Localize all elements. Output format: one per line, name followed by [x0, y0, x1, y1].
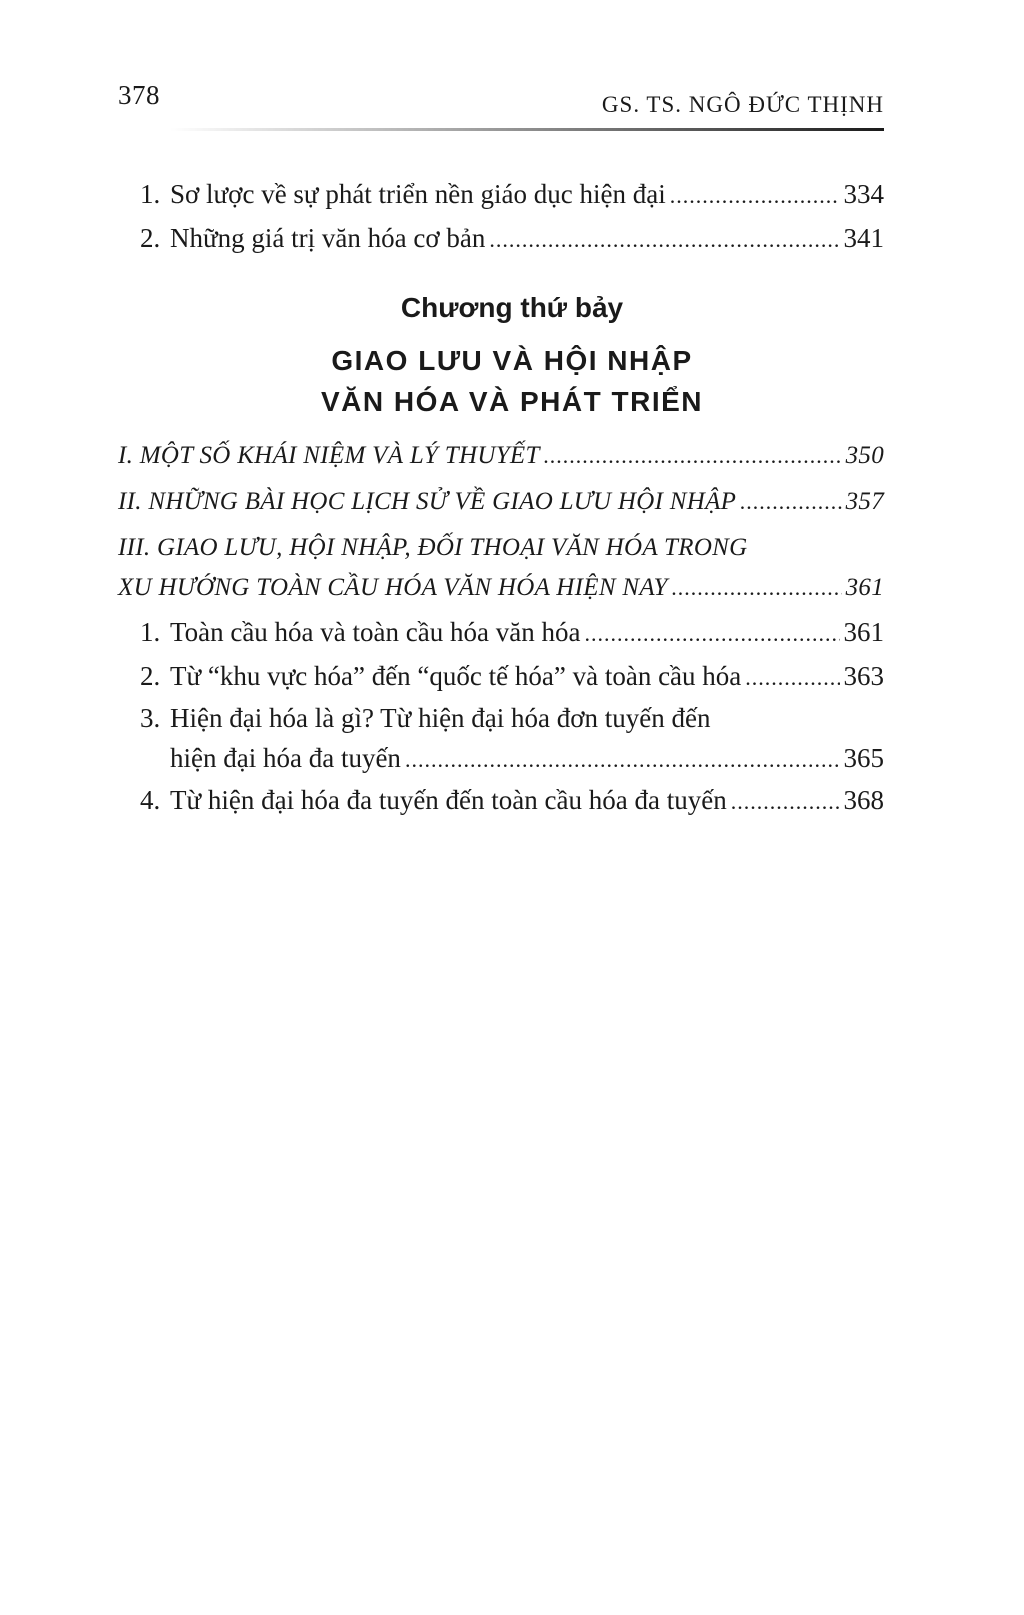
toc-entry-line-1 — [140, 700, 884, 736]
page-number: 378 — [118, 80, 160, 110]
toc-entry-number: 1. — [140, 617, 161, 647]
toc-entry-label: Toàn cầu hóa và toàn cầu hóa văn hóa — [170, 617, 581, 647]
toc-entry-page: 368 — [843, 785, 884, 815]
chapter-label: Chương thứ bảy — [400, 292, 624, 323]
toc-entry-label: Những giá trị văn hóa cơ bản — [170, 223, 486, 253]
toc-entry — [140, 176, 884, 214]
toc-section-page: 357 — [845, 488, 884, 515]
toc-entry — [140, 220, 884, 258]
toc-entry-page: 363 — [843, 661, 884, 691]
dot-leader — [672, 570, 842, 606]
dot-leader — [489, 222, 839, 258]
chapter-title-line-2: VĂN HÓA VÀ PHÁT TRIỂN — [320, 386, 704, 417]
toc-entry-label: Từ “khu vực hóa” đến “quốc tế hóa” và toàn cầu hóa — [170, 661, 742, 691]
toc-entry-number: 1. — [140, 179, 161, 209]
dot-leader — [740, 484, 841, 520]
toc-entry-label: Từ hiện đại hóa đa tuyến đến toàn cầu hóa đa tuyến — [170, 785, 727, 815]
toc-entry-page: 334 — [843, 179, 884, 209]
toc-section-label: II. NHỮNG BÀI HỌC LỊCH SỬ VỀ GIAO LƯU HỘI NHẬP — [118, 488, 737, 515]
toc-entry-line-2 — [170, 740, 884, 778]
toc-section — [118, 438, 884, 474]
toc-section-label: XU HƯỚNG TOÀN CẦU HÓA VĂN HÓA HIỆN NAY — [118, 574, 668, 601]
toc-entry-page: 361 — [843, 617, 884, 647]
toc-entry-page: 365 — [843, 743, 884, 773]
toc-section — [118, 484, 884, 520]
toc-entry-number: 2. — [140, 661, 161, 691]
toc-section-label: III. GIAO LƯU, HỘI NHẬP, ĐỐI THOẠI VĂN HÓA TRONG — [118, 534, 748, 561]
toc-section-line-1 — [118, 530, 884, 566]
toc-entry-label: Hiện đại hóa là gì? Từ hiện đại hóa đơn tuyến đến — [170, 703, 711, 733]
toc-entry — [140, 614, 884, 652]
dot-leader — [544, 438, 842, 474]
toc-section-label: I. MỘT SỐ KHÁI NIỆM VÀ LÝ THUYẾT — [118, 442, 540, 469]
toc-entry — [140, 782, 884, 820]
dot-leader — [405, 742, 840, 778]
toc-entry-number: 4. — [140, 785, 161, 815]
dot-leader — [731, 784, 840, 820]
toc-entry — [140, 658, 884, 696]
header-rule — [170, 128, 884, 131]
running-head-author: GS. TS. NGÔ ĐỨC THỊNH — [601, 92, 884, 117]
toc-section-line-2 — [118, 570, 884, 606]
toc-entry-label: hiện đại hóa đa tuyến — [170, 743, 401, 773]
dot-leader — [670, 178, 840, 214]
toc-section-page: 350 — [845, 442, 884, 469]
toc-entry-page: 341 — [843, 223, 884, 253]
toc-entry-number: 3. — [140, 703, 161, 733]
toc-section-page: 361 — [845, 574, 884, 601]
dot-leader — [584, 616, 839, 652]
toc-entry-label: Sơ lược về sự phát triển nền giáo dục hiện đại — [170, 179, 666, 209]
chapter-title-line-1: GIAO LƯU VÀ HỘI NHẬP — [331, 345, 693, 376]
dot-leader — [745, 660, 839, 696]
toc-entry-number: 2. — [140, 223, 161, 253]
